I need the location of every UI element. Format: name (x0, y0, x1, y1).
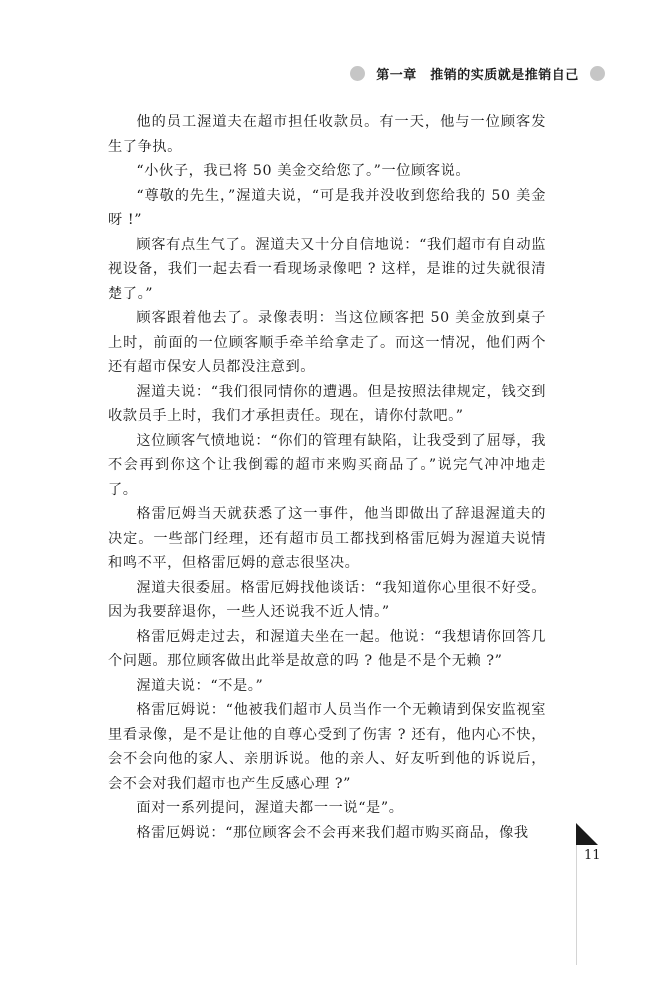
paragraph: “小伙子，我已将 50 美金交给您了。”一位顾客说。 (136, 163, 471, 179)
paragraph: 格雷厄姆走过去，和渥道夫坐在一起。他说：“我想请你回答几个问题。那位顾客做出此举是故意的吗 ? 他是不是个无赖 ?” (108, 628, 546, 669)
running-header (350, 60, 605, 86)
paragraph: 格雷厄姆说：“他被我们超市人员当作一个无赖请到保安监视室里看录像，是不是让他的自尊心受到了伤害 ? 还有，他内心不快，会不会向他的家人、亲朋诉说。他的亲人、好友听到他的诉说后，会不会对我们超市也产生反感心理 ?” (108, 702, 546, 792)
chapter-title: 第一章 推销的实质就是推销自己 (376, 67, 579, 83)
paragraph: 他的员工渥道夫在超市担任收款员。有一天，他与一位顾客发生了争执。 (108, 114, 546, 155)
paragraph: “尊敬的先生，”渥道夫说，“可是我并没收到您给我的 50 美金呀 !” (108, 187, 546, 228)
paragraph: 顾客跟着他去了。录像表明：当这位顾客把 50 美金放到桌子上时，前面的一位顾客顺手牵羊给拿走了。而这一情况，他们两个还有超市保安人员都没注意到。 (108, 310, 546, 375)
paragraph: 渥道夫很委屈。格雷厄姆找他谈话：“我知道你心里很不好受。因为我要辞退你，一些人还说我不近人情。” (108, 579, 546, 620)
paragraph: 格雷厄姆说：“那位顾客会不会再来我们超市购买商品，像我 (136, 824, 529, 841)
header-left-dot-icon (350, 66, 365, 81)
paragraph: 顾客有点生气了。渥道夫又十分自信地说：“我们超市有自动监视设备，我们一起去看一看现场录像吧 ? 这样，是谁的过失就很清楚了。” (108, 236, 546, 302)
body-text (108, 110, 546, 845)
paragraph: 渥道夫说：“我们很同情你的遭遇。但是按照法律规定，钱交到收款员手上时，我们才承担责任。现在，请你付款吧。” (108, 383, 546, 424)
paragraph: 格雷厄姆当天就获悉了这一事件，他当即做出了辞退渥道夫的决定。一些部门经理，还有超市员工都找到格雷厄姆为渥道夫说情和鸣不平，但格雷厄姆的意志很坚决。 (108, 506, 546, 571)
paragraph: 渥道夫说：“不是。” (136, 677, 264, 694)
page-number: 11 (584, 848, 601, 863)
side-rule-divider (576, 845, 577, 965)
page-corner-triangle-icon (576, 823, 598, 845)
header-right-dot-icon (590, 66, 605, 81)
paragraph: 面对一系列提问，渥道夫都一一说“是”。 (136, 800, 404, 816)
paragraph: 这位顾客气愤地说：“你们的管理有缺陷，让我受到了屈辱，我不会再到你这个让我倒霉的超市来购买商品了。”说完气冲冲地走了。 (108, 432, 546, 498)
